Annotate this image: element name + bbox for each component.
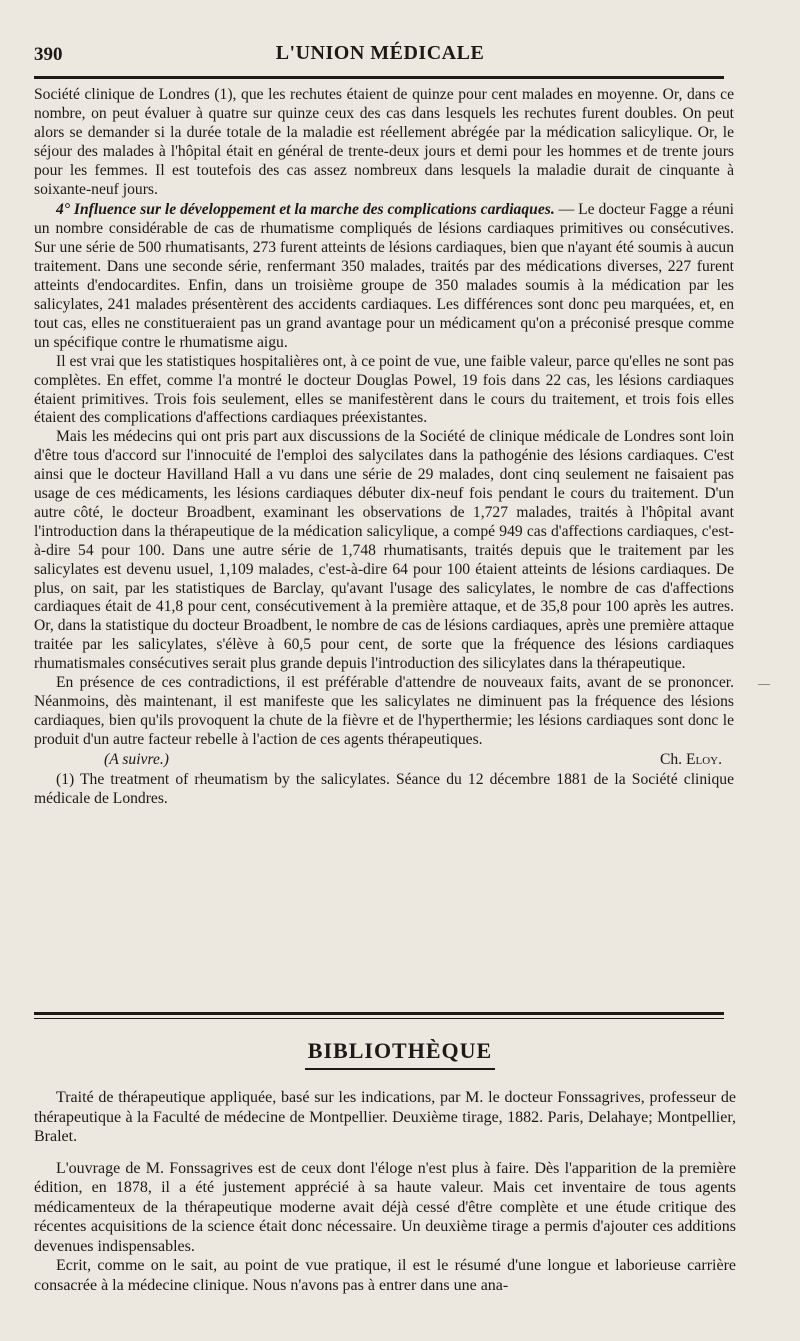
paragraph-conclusion: En présence de ces contradictions, il est préférable d'attendre de nouveaux faits, avant de se prononcer. Néanmoins, dès maintenant, il est manifeste que les salicylates ne diminuent pas la fréquence des lésions cardiaques, bien qu'ils provoquent la chute de la fièvre et de l'hyperthermie; les lésions cardiaques sont donc le produit d'un autre facteur rebelle à l'action de ces agents thérapeutiques. <box>34 674 734 748</box>
section-text: — Le docteur Fagge a réuni un nombre considérable de cas de rhumatisme compliqués de lésions cardiaques primitives ou consécutives. Sur une série de 500 rhumatisants, 273 furent atteints de lésions cardiaques, bien que n'ayant été soumis à aucun traitement. Dans une seconde série, renfermant 350 malades, traités par des médications diverses, 227 furent atteints d'endocardites. Enfin, dans un troisième groupe de 350 malades soumis à la médication par les salicylates, 241 malades présentèrent des accidents cardiaques. Les différences sont donc peu marquées, et, en tout cas, elles ne constitueraient pas un grand avantage pour un médicament qu'on a préconisé presque comme un spécifique contre le rhumatisme aigu. <box>34 201 735 351</box>
footnote: (1) The treatment of rheumatism by the salicylates. Séance du 12 décembre 1881 de la Société clinique médicale de Londres. <box>34 770 734 807</box>
margin-mark: — <box>758 676 770 690</box>
page-number: 390 <box>34 44 63 65</box>
section-divider-bottom <box>34 1018 724 1019</box>
header-rule <box>34 76 724 79</box>
section-heading: 4° Influence sur le développement et la marche des complications cardiaques. <box>56 201 555 219</box>
section-divider-top <box>34 1012 724 1015</box>
review-paragraph-1: L'ouvrage de M. Fonssagrives est de ceux dont l'éloge n'est plus à faire. Dès l'apparition de la première édition, en 1878, il a été justement apprécié à sa haute valeur. Mais cet inventaire de tous agents médicamenteux de la thérapeutique moderne avait déjà cessé d'être complète et une étude critique des récentes acquisitions de la science était donc nécessaire. Un deuxième tirage a permis d'ajouter ces additions devenues indispensables. <box>34 1159 736 1255</box>
to-be-continued: (A suivre.) <box>104 750 169 768</box>
author-signature <box>660 751 734 770</box>
paragraph-statistics: Il est vrai que les statistiques hospitalières ont, à ce point de vue, une faible valeur, parce qu'elles ne sont pas complètes. En effet, comme l'a montré le docteur Douglas Powel, 19 fois dans 22 cas, les lésions cardiaques étaient primitives. Trois fois seulement, elles se manifestèrent dans le cours du traitement, et trois fois elles étaient des complications d'affections cardiaques préexistantes. <box>34 352 734 427</box>
bibliotheque-heading: BIBLIOTHÈQUE <box>307 1038 493 1063</box>
section-cardiac-complications <box>34 201 734 352</box>
paragraph-relapses: Société clinique de Londres (1), que les rechutes étaient de quinze pour cent malades en moyenne. Or, dans ce nombre, on peut évaluer à quatre sur quinze ceux des cas dans lesquels les rechutes furent doubles. On peut alors se demander si la durée totale de la maladie est réellement abrégée par la médication salicylique. Or, le séjour des malades à l'hôpital était en général de trente-deux jours et demi pour les hommes et de trente jours pour les femmes. Il est toutefois des cas assez nombreux dans lesquels la maladie durait de cinquante à soixante-neuf jours. <box>34 86 734 198</box>
page-header <box>34 40 726 70</box>
signature-line <box>34 751 734 770</box>
journal-title: L'UNION MÉDICALE <box>275 42 485 64</box>
review-paragraph-2: Ecrit, comme on le sait, au point de vue pratique, il est le résumé d'une longue et laborieuse carrière consacrée à la médecine clinique. Nous n'avons pas à entrer dans une ana- <box>34 1257 736 1294</box>
author-prefix: Ch. <box>659 750 686 768</box>
author-name: Eloy. <box>685 750 722 768</box>
book-reference: Traité de thérapeutique appliquée, basé sur les indications, par M. le docteur Fonssagrives, professeur de thérapeutique à la Faculté de médecine de Montpellier. Deuxième tirage, 1882. Paris, Delahaye; Montpellier, Bralet. <box>34 1089 736 1145</box>
bibliotheque-underline <box>305 1068 495 1070</box>
paragraph-debate: Mais les médecins qui ont pris part aux discussions de la Société de clinique médicale de Londres sont loin d'être tous d'accord sur l'innocuité de l'emploi des salycilates dans la pathogénie des lésions cardiaques. C'est ainsi que le docteur Havilland Hall a vu dans une série de 29 malades, dont cinq seulement ne faisaient pas usage de ces médicaments, les lésions cardiaques débuter dix-neuf fois pendant le cours du traitement. D'un autre côté, le docteur Broadbent, examinant les observations de 1,727 malades, traités à l'hôpital avant l'introduction dans la thérapeutique de la médication salicylique, a compé 949 cas d'affections cardiaques, c'est-à-dire 54 pour 100. Dans une autre série de 1,748 rhumatisants, traités depuis que le traitement par les salicylates est devenu usuel, 1,109 malades, c'est-à-dire 64 pour 100 étaient atteints de lésions cardiaques. De plus, on sait, par les statistiques de Barclay, qu'avant l'usage des salicylates, le nombre de cas d'affections cardiaques était de 41,8 pour cent, consécutivement à la première attaque, et de 35,8 pour 100 après les autres. Or, dans la statistique du docteur Broadbent, le nombre de cas de lésions cardiaques, après une première attaque traitée par les salicylates, s'élève à 60,5 pour cent, de sorte que la fréquence des lésions cardiaques rhumatismales consécutives serait plus grande depuis l'introduction des silicylates dans la thérapeutique. <box>34 428 734 673</box>
article-body <box>34 86 734 808</box>
bibliotheque-section <box>34 1088 736 1295</box>
